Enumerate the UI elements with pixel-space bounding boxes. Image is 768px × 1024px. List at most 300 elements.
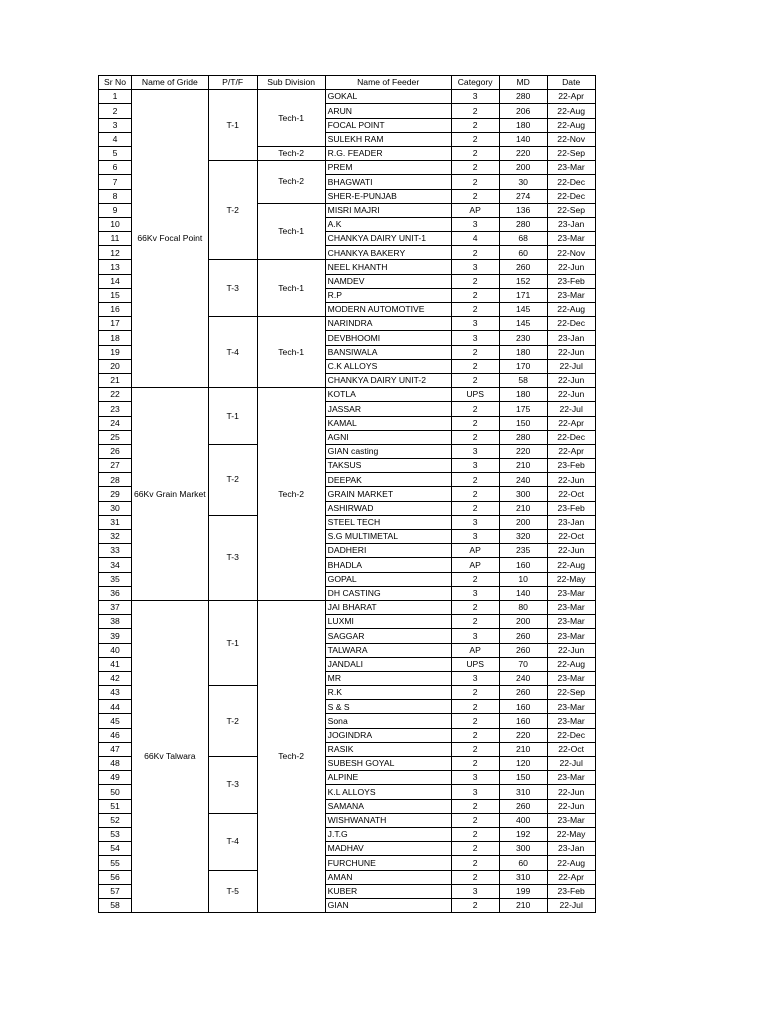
date-cell: 22-Jun	[547, 544, 595, 558]
sr-no-cell: 45	[99, 714, 132, 728]
md-cell: 206	[499, 104, 547, 118]
date-cell: 22-Apr	[547, 416, 595, 430]
date-cell: 23-Feb	[547, 459, 595, 473]
md-cell: 260	[499, 686, 547, 700]
sr-no-cell: 34	[99, 558, 132, 572]
feeder-name-cell: JASSAR	[325, 402, 451, 416]
category-cell: 3	[451, 785, 499, 799]
sr-no-cell: 44	[99, 700, 132, 714]
sr-no-cell: 39	[99, 629, 132, 643]
category-cell: 3	[451, 90, 499, 104]
category-cell: 2	[451, 359, 499, 373]
md-cell: 136	[499, 203, 547, 217]
sr-no-cell: 19	[99, 345, 132, 359]
md-cell: 260	[499, 643, 547, 657]
feeder-name-cell: GIAN	[325, 898, 451, 912]
feeder-name-cell: MR	[325, 671, 451, 685]
sr-no-cell: 1	[99, 90, 132, 104]
md-cell: 200	[499, 515, 547, 529]
category-cell: 3	[451, 629, 499, 643]
feeder-name-cell: TALWARA	[325, 643, 451, 657]
category-cell: 3	[451, 331, 499, 345]
md-cell: 150	[499, 771, 547, 785]
md-cell: 152	[499, 274, 547, 288]
sr-no-cell: 50	[99, 785, 132, 799]
md-cell: 310	[499, 870, 547, 884]
md-cell: 180	[499, 388, 547, 402]
sr-no-cell: 16	[99, 303, 132, 317]
category-cell: 2	[451, 373, 499, 387]
md-cell: 240	[499, 671, 547, 685]
date-cell: 22-Jun	[547, 373, 595, 387]
category-cell: 2	[451, 487, 499, 501]
feeder-name-cell: LUXMI	[325, 615, 451, 629]
category-cell: 2	[451, 132, 499, 146]
md-cell: 280	[499, 90, 547, 104]
feeder-name-cell: R.G. FEADER	[325, 146, 451, 160]
sr-no-cell: 13	[99, 260, 132, 274]
sr-no-cell: 5	[99, 146, 132, 160]
md-cell: 320	[499, 530, 547, 544]
sr-no-cell: 22	[99, 388, 132, 402]
date-cell: 23-Mar	[547, 629, 595, 643]
feeder-name-cell: DADHERI	[325, 544, 451, 558]
category-cell: AP	[451, 544, 499, 558]
date-cell: 23-Jan	[547, 331, 595, 345]
category-cell: 2	[451, 799, 499, 813]
sr-no-cell: 30	[99, 501, 132, 515]
date-cell: 22-Apr	[547, 90, 595, 104]
feeder-name-cell: J.T.G	[325, 827, 451, 841]
date-cell: 22-Sep	[547, 686, 595, 700]
date-cell: 22-Jun	[547, 260, 595, 274]
category-cell: 2	[451, 615, 499, 629]
ptf-cell: T-3	[208, 515, 257, 600]
sr-no-cell: 7	[99, 175, 132, 189]
category-cell: 2	[451, 686, 499, 700]
sr-no-cell: 49	[99, 771, 132, 785]
ptf-cell: T-2	[208, 686, 257, 757]
sr-no-cell: 20	[99, 359, 132, 373]
category-cell: 2	[451, 700, 499, 714]
date-cell: 23-Mar	[547, 714, 595, 728]
feeder-name-cell: AGNI	[325, 430, 451, 444]
feeder-name-cell: STEEL TECH	[325, 515, 451, 529]
sub-division-cell: Tech-1	[257, 203, 325, 260]
header-ptf: P/T/F	[208, 76, 257, 90]
md-cell: 280	[499, 430, 547, 444]
md-cell: 160	[499, 714, 547, 728]
category-cell: 3	[451, 671, 499, 685]
feeder-name-cell: BANSIWALA	[325, 345, 451, 359]
date-cell: 23-Mar	[547, 615, 595, 629]
sr-no-cell: 38	[99, 615, 132, 629]
md-cell: 140	[499, 586, 547, 600]
md-cell: 240	[499, 473, 547, 487]
md-cell: 200	[499, 161, 547, 175]
feeder-name-cell: MISRI MAJRI	[325, 203, 451, 217]
md-cell: 10	[499, 572, 547, 586]
feeder-name-cell: DH CASTING	[325, 586, 451, 600]
sr-no-cell: 24	[99, 416, 132, 430]
feeder-name-cell: JOGINDRA	[325, 728, 451, 742]
feeder-name-cell: BHAGWATI	[325, 175, 451, 189]
header-grid-name: Name of Gride	[132, 76, 209, 90]
category-cell: 2	[451, 870, 499, 884]
category-cell: 2	[451, 842, 499, 856]
sr-no-cell: 46	[99, 728, 132, 742]
sr-no-cell: 42	[99, 671, 132, 685]
header-feeder-name: Name of Feeder	[325, 76, 451, 90]
md-cell: 199	[499, 884, 547, 898]
feeder-name-cell: SULEKH RAM	[325, 132, 451, 146]
date-cell: 22-Apr	[547, 870, 595, 884]
date-cell: 23-Mar	[547, 771, 595, 785]
sr-no-cell: 15	[99, 288, 132, 302]
category-cell: 2	[451, 898, 499, 912]
feeder-name-cell: SUBESH GOYAL	[325, 757, 451, 771]
sr-no-cell: 4	[99, 132, 132, 146]
category-cell: 2	[451, 104, 499, 118]
sub-division-cell: Tech-2	[257, 146, 325, 160]
ptf-cell: T-4	[208, 317, 257, 388]
md-cell: 274	[499, 189, 547, 203]
date-cell: 23-Mar	[547, 232, 595, 246]
ptf-cell: T-1	[208, 90, 257, 161]
date-cell: 22-Dec	[547, 430, 595, 444]
header-md: MD	[499, 76, 547, 90]
sr-no-cell: 40	[99, 643, 132, 657]
category-cell: 2	[451, 246, 499, 260]
category-cell: 2	[451, 402, 499, 416]
ptf-cell: T-1	[208, 600, 257, 685]
sr-no-cell: 6	[99, 161, 132, 175]
md-cell: 180	[499, 118, 547, 132]
category-cell: 2	[451, 146, 499, 160]
md-cell: 280	[499, 217, 547, 231]
sr-no-cell: 54	[99, 842, 132, 856]
grid-name-cell: 66Kv Grain Market	[132, 388, 209, 601]
date-cell: 22-Oct	[547, 742, 595, 756]
category-cell: 2	[451, 572, 499, 586]
md-cell: 260	[499, 799, 547, 813]
date-cell: 23-Mar	[547, 671, 595, 685]
sr-no-cell: 10	[99, 217, 132, 231]
ptf-cell: T-3	[208, 260, 257, 317]
sr-no-cell: 21	[99, 373, 132, 387]
date-cell: 23-Jan	[547, 515, 595, 529]
sub-division-cell: Tech-2	[257, 161, 325, 204]
date-cell: 22-Aug	[547, 657, 595, 671]
md-cell: 300	[499, 842, 547, 856]
category-cell: 2	[451, 827, 499, 841]
category-cell: 2	[451, 501, 499, 515]
sr-no-cell: 8	[99, 189, 132, 203]
feeder-name-cell: ALPINE	[325, 771, 451, 785]
sr-no-cell: 23	[99, 402, 132, 416]
feeder-name-cell: CHANKYA BAKERY	[325, 246, 451, 260]
md-cell: 210	[499, 742, 547, 756]
category-cell: 2	[451, 813, 499, 827]
category-cell: 2	[451, 430, 499, 444]
date-cell: 22-Nov	[547, 132, 595, 146]
date-cell: 23-Jan	[547, 842, 595, 856]
date-cell: 23-Mar	[547, 586, 595, 600]
category-cell: 2	[451, 189, 499, 203]
category-cell: 2	[451, 416, 499, 430]
category-cell: 2	[451, 757, 499, 771]
md-cell: 160	[499, 558, 547, 572]
sr-no-cell: 52	[99, 813, 132, 827]
sr-no-cell: 35	[99, 572, 132, 586]
category-cell: 3	[451, 444, 499, 458]
category-cell: 3	[451, 586, 499, 600]
date-cell: 22-Jul	[547, 757, 595, 771]
date-cell: 23-Feb	[547, 274, 595, 288]
date-cell: 22-May	[547, 572, 595, 586]
md-cell: 260	[499, 629, 547, 643]
table-row	[99, 388, 596, 402]
sr-no-cell: 9	[99, 203, 132, 217]
feeder-name-cell: NAMDEV	[325, 274, 451, 288]
md-cell: 160	[499, 700, 547, 714]
feeder-name-cell: C.K ALLOYS	[325, 359, 451, 373]
date-cell: 22-Sep	[547, 203, 595, 217]
sub-division-cell: Tech-1	[257, 260, 325, 317]
md-cell: 68	[499, 232, 547, 246]
date-cell: 22-Dec	[547, 189, 595, 203]
category-cell: 2	[451, 303, 499, 317]
date-cell: 22-Oct	[547, 487, 595, 501]
date-cell: 22-Aug	[547, 558, 595, 572]
category-cell: 2	[451, 118, 499, 132]
md-cell: 170	[499, 359, 547, 373]
md-cell: 175	[499, 402, 547, 416]
sr-no-cell: 47	[99, 742, 132, 756]
sr-no-cell: 11	[99, 232, 132, 246]
date-cell: 22-Aug	[547, 118, 595, 132]
ptf-cell: T-2	[208, 161, 257, 260]
feeder-name-cell: PREM	[325, 161, 451, 175]
date-cell: 22-Jun	[547, 345, 595, 359]
ptf-cell: T-4	[208, 813, 257, 870]
feeder-name-cell: ARUN	[325, 104, 451, 118]
header-date: Date	[547, 76, 595, 90]
md-cell: 210	[499, 898, 547, 912]
md-cell: 30	[499, 175, 547, 189]
date-cell: 22-Jun	[547, 643, 595, 657]
date-cell: 22-Dec	[547, 317, 595, 331]
ptf-cell: T-3	[208, 757, 257, 814]
feeder-name-cell: CHANKYA DAIRY UNIT-2	[325, 373, 451, 387]
date-cell: 22-Jun	[547, 388, 595, 402]
md-cell: 235	[499, 544, 547, 558]
feeder-name-cell: GOPAL	[325, 572, 451, 586]
md-cell: 310	[499, 785, 547, 799]
feeder-name-cell: R.P	[325, 288, 451, 302]
header-category: Category	[451, 76, 499, 90]
header-sr-no: Sr No	[99, 76, 132, 90]
table-body	[99, 90, 596, 913]
sr-no-cell: 58	[99, 898, 132, 912]
category-cell: 2	[451, 473, 499, 487]
category-cell: AP	[451, 203, 499, 217]
category-cell: 3	[451, 260, 499, 274]
header-row	[99, 76, 596, 90]
md-cell: 260	[499, 260, 547, 274]
feeder-name-cell: MADHAV	[325, 842, 451, 856]
date-cell: 22-Apr	[547, 444, 595, 458]
feeder-name-cell: NARINDRA	[325, 317, 451, 331]
sr-no-cell: 3	[99, 118, 132, 132]
md-cell: 60	[499, 246, 547, 260]
md-cell: 70	[499, 657, 547, 671]
date-cell: 22-Jun	[547, 785, 595, 799]
feeder-table	[98, 75, 596, 913]
feeder-name-cell: DEVBHOOMI	[325, 331, 451, 345]
md-cell: 150	[499, 416, 547, 430]
category-cell: 2	[451, 175, 499, 189]
sr-no-cell: 27	[99, 459, 132, 473]
feeder-name-cell: MODERN AUTOMOTIVE	[325, 303, 451, 317]
feeder-name-cell: RASIK	[325, 742, 451, 756]
feeder-name-cell: KUBER	[325, 884, 451, 898]
feeder-name-cell: BHADLA	[325, 558, 451, 572]
category-cell: 4	[451, 232, 499, 246]
feeder-name-cell: FURCHUNE	[325, 856, 451, 870]
md-cell: 400	[499, 813, 547, 827]
category-cell: UPS	[451, 657, 499, 671]
date-cell: 22-Aug	[547, 104, 595, 118]
date-cell: 22-May	[547, 827, 595, 841]
date-cell: 23-Feb	[547, 884, 595, 898]
feeder-name-cell: NEEL KHANTH	[325, 260, 451, 274]
date-cell: 22-Jun	[547, 473, 595, 487]
feeder-name-cell: JAI BHARAT	[325, 600, 451, 614]
feeder-name-cell: TAKSUS	[325, 459, 451, 473]
md-cell: 220	[499, 728, 547, 742]
sub-division-cell: Tech-2	[257, 600, 325, 912]
feeder-name-cell: KAMAL	[325, 416, 451, 430]
sr-no-cell: 12	[99, 246, 132, 260]
feeder-name-cell: AMAN	[325, 870, 451, 884]
feeder-name-cell: DEEPAK	[325, 473, 451, 487]
md-cell: 145	[499, 317, 547, 331]
date-cell: 22-Aug	[547, 856, 595, 870]
category-cell: 2	[451, 742, 499, 756]
category-cell: 2	[451, 600, 499, 614]
sub-division-cell: Tech-2	[257, 388, 325, 601]
feeder-name-cell: SAGGAR	[325, 629, 451, 643]
md-cell: 120	[499, 757, 547, 771]
date-cell: 23-Mar	[547, 600, 595, 614]
category-cell: 2	[451, 288, 499, 302]
category-cell: UPS	[451, 388, 499, 402]
md-cell: 192	[499, 827, 547, 841]
date-cell: 22-Sep	[547, 146, 595, 160]
md-cell: 180	[499, 345, 547, 359]
date-cell: 22-Jul	[547, 402, 595, 416]
feeder-name-cell: R.K	[325, 686, 451, 700]
category-cell: AP	[451, 643, 499, 657]
sr-no-cell: 51	[99, 799, 132, 813]
md-cell: 145	[499, 303, 547, 317]
sr-no-cell: 14	[99, 274, 132, 288]
feeder-name-cell: FOCAL POINT	[325, 118, 451, 132]
md-cell: 230	[499, 331, 547, 345]
md-cell: 210	[499, 501, 547, 515]
feeder-name-cell: SAMANA	[325, 799, 451, 813]
table-row	[99, 90, 596, 104]
feeder-name-cell: GIAN casting	[325, 444, 451, 458]
feeder-name-cell: JANDALI	[325, 657, 451, 671]
sr-no-cell: 31	[99, 515, 132, 529]
category-cell: 3	[451, 515, 499, 529]
sub-division-cell: Tech-1	[257, 317, 325, 388]
ptf-cell: T-2	[208, 444, 257, 515]
feeder-name-cell: S.G MULTIMETAL	[325, 530, 451, 544]
md-cell: 171	[499, 288, 547, 302]
category-cell: 3	[451, 317, 499, 331]
date-cell: 22-Jul	[547, 898, 595, 912]
date-cell: 23-Mar	[547, 288, 595, 302]
feeder-name-cell: GRAIN MARKET	[325, 487, 451, 501]
date-cell: 23-Mar	[547, 813, 595, 827]
ptf-cell: T-5	[208, 870, 257, 913]
sr-no-cell: 43	[99, 686, 132, 700]
md-cell: 60	[499, 856, 547, 870]
feeder-name-cell: ASHIRWAD	[325, 501, 451, 515]
date-cell: 22-Dec	[547, 728, 595, 742]
feeder-name-cell: A.K	[325, 217, 451, 231]
md-cell: 140	[499, 132, 547, 146]
date-cell: 22-Jul	[547, 359, 595, 373]
sr-no-cell: 33	[99, 544, 132, 558]
category-cell: 2	[451, 274, 499, 288]
sr-no-cell: 37	[99, 600, 132, 614]
sr-no-cell: 48	[99, 757, 132, 771]
feeder-name-cell: K.L ALLOYS	[325, 785, 451, 799]
category-cell: AP	[451, 558, 499, 572]
md-cell: 300	[499, 487, 547, 501]
feeder-name-cell: KOTLA	[325, 388, 451, 402]
category-cell: 2	[451, 345, 499, 359]
feeder-name-cell: CHANKYA DAIRY UNIT-1	[325, 232, 451, 246]
feeder-name-cell: Sona	[325, 714, 451, 728]
table-row	[99, 600, 596, 614]
sr-no-cell: 36	[99, 586, 132, 600]
sr-no-cell: 29	[99, 487, 132, 501]
sr-no-cell: 56	[99, 870, 132, 884]
date-cell: 23-Mar	[547, 700, 595, 714]
md-cell: 200	[499, 615, 547, 629]
md-cell: 80	[499, 600, 547, 614]
sr-no-cell: 2	[99, 104, 132, 118]
md-cell: 220	[499, 444, 547, 458]
sub-division-cell: Tech-1	[257, 90, 325, 147]
category-cell: 3	[451, 459, 499, 473]
sr-no-cell: 57	[99, 884, 132, 898]
ptf-cell: T-1	[208, 388, 257, 445]
sr-no-cell: 26	[99, 444, 132, 458]
date-cell: 22-Oct	[547, 530, 595, 544]
category-cell: 3	[451, 771, 499, 785]
date-cell: 23-Mar	[547, 161, 595, 175]
date-cell: 23-Feb	[547, 501, 595, 515]
sr-no-cell: 55	[99, 856, 132, 870]
sr-no-cell: 28	[99, 473, 132, 487]
feeder-name-cell: SHER-E-PUNJAB	[325, 189, 451, 203]
